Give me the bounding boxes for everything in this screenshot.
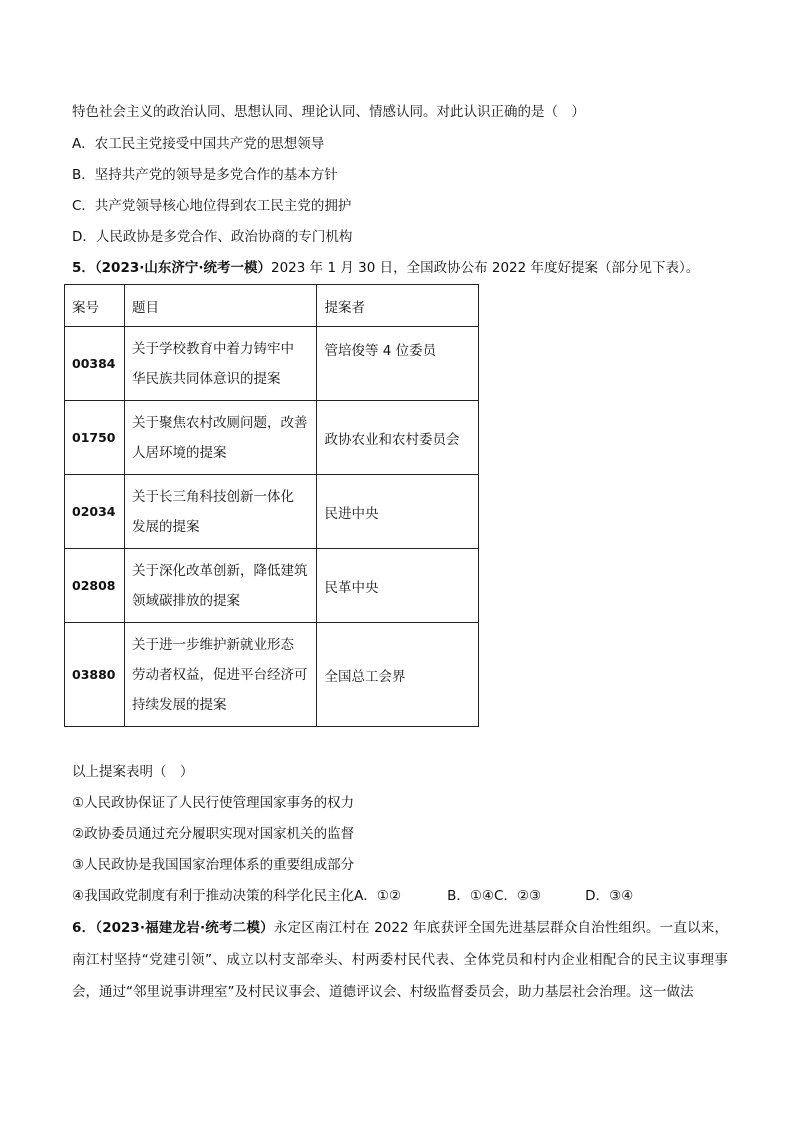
- title-line: 华民族共同体意识的提案: [131, 370, 281, 387]
- q5-statement-3: ③人民政协是我国国家治理体系的重要组成部分: [72, 857, 355, 873]
- title-line: 关于学校教育中着力铸牢中: [131, 340, 294, 357]
- proposer: 管培俊等 4 位委员: [317, 327, 479, 401]
- title-line: 发展的提案: [131, 518, 200, 535]
- title-line: 持续发展的提案: [131, 696, 227, 713]
- table-row: [65, 623, 479, 727]
- proposer: 政协农业和农村委员会: [317, 401, 479, 475]
- q5-heading: [72, 258, 699, 278]
- proposal-title: [124, 549, 316, 623]
- q4-stem-tail: 特色社会主义的政治认同、思想认同、理论认同、情感认同。对此认识正确的是（ ）: [72, 104, 585, 120]
- proposer: 民革中央: [317, 549, 479, 623]
- q6-text: 永定区南江村在 2022 年底获评全国先进基层群众自治性组织。一直以来，南江村坚持“党建引领”、成立以村支部牵头、村两委村民代表、全体党员和村内企业相配合的民主议事理事会，通过“邻里说事讲理室”及村民议事会、道德评议会、村级监督委员会，助力基层社会治理。这一做法: [72, 920, 728, 1000]
- q5-source: （2023·山东济宁·统考一模）: [94, 260, 271, 276]
- proposer: 全国总工会界: [317, 623, 479, 727]
- q6-number: 6．: [72, 920, 96, 936]
- q5-stem: 2023 年 1 月 30 日，全国政协公布 2022 年度好提案（部分见下表）。: [271, 260, 700, 276]
- q5-prompt: 以上提案表明（ ）: [72, 764, 194, 780]
- proposal-title: [124, 623, 316, 727]
- q4-option-a: A．农工民主党接受中国共产党的思想领导: [72, 136, 325, 152]
- proposer: 民进中央: [317, 475, 479, 549]
- choice-c: C．②③: [494, 888, 542, 904]
- header-proposer: 提案者: [317, 285, 479, 327]
- case-code: 01750: [65, 401, 125, 475]
- q5-statement-2: ②政协委员通过充分履职实现对国家机关的监督: [72, 826, 355, 842]
- title-line: 关于聚焦农村改厕问题，改善: [131, 414, 308, 431]
- title-line: 关于进一步维护新就业形态: [131, 636, 294, 653]
- case-code: 02808: [65, 549, 125, 623]
- q5-statement-4: ④我国政党制度有利于推动决策的科学化民主化: [72, 888, 355, 904]
- table-row: [65, 475, 479, 549]
- case-code: 02034: [65, 475, 125, 549]
- table-header-row: [65, 285, 479, 327]
- choice-d: D．③④: [585, 888, 634, 904]
- title-line: 劳动者权益，促进平台经济可: [131, 666, 308, 683]
- header-title: 题目: [124, 285, 316, 327]
- case-code: 00384: [65, 327, 125, 401]
- title-line: 领域碳排放的提案: [131, 592, 240, 609]
- q5-statement-4-and-choices: [72, 886, 633, 906]
- header-case-no: 案号: [65, 285, 125, 327]
- q5-statement-1: ①人民政协保证了人民行使管理国家事务的权力: [72, 795, 355, 811]
- proposal-title: [124, 401, 316, 475]
- proposal-table: [64, 284, 479, 727]
- title-line: 关于深化改革创新，降低建筑: [131, 562, 308, 579]
- table-row: [65, 327, 479, 401]
- title-line: 人居环境的提案: [131, 444, 227, 461]
- table-row: [65, 401, 479, 475]
- table-row: [65, 549, 479, 623]
- q5-number: 5．: [72, 260, 95, 276]
- proposal-title: [124, 327, 316, 401]
- q6-paragraph: [72, 912, 728, 1008]
- choice-b: B．①④: [447, 888, 495, 904]
- proposal-title: [124, 475, 316, 549]
- q4-option-b: B．坚持共产党的领导是多党合作的基本方针: [72, 167, 338, 183]
- case-code: 03880: [65, 623, 125, 727]
- q4-option-c: C．共产党领导核心地位得到农工民主党的拥护: [72, 198, 352, 214]
- choice-a: A．①②: [354, 888, 402, 904]
- title-line: 关于长三角科技创新一体化: [131, 488, 294, 505]
- q6-source: （2023·福建龙岩·统考二模）: [95, 920, 274, 936]
- q4-option-d: D．人民政协是多党合作、政治协商的专门机构: [72, 229, 353, 245]
